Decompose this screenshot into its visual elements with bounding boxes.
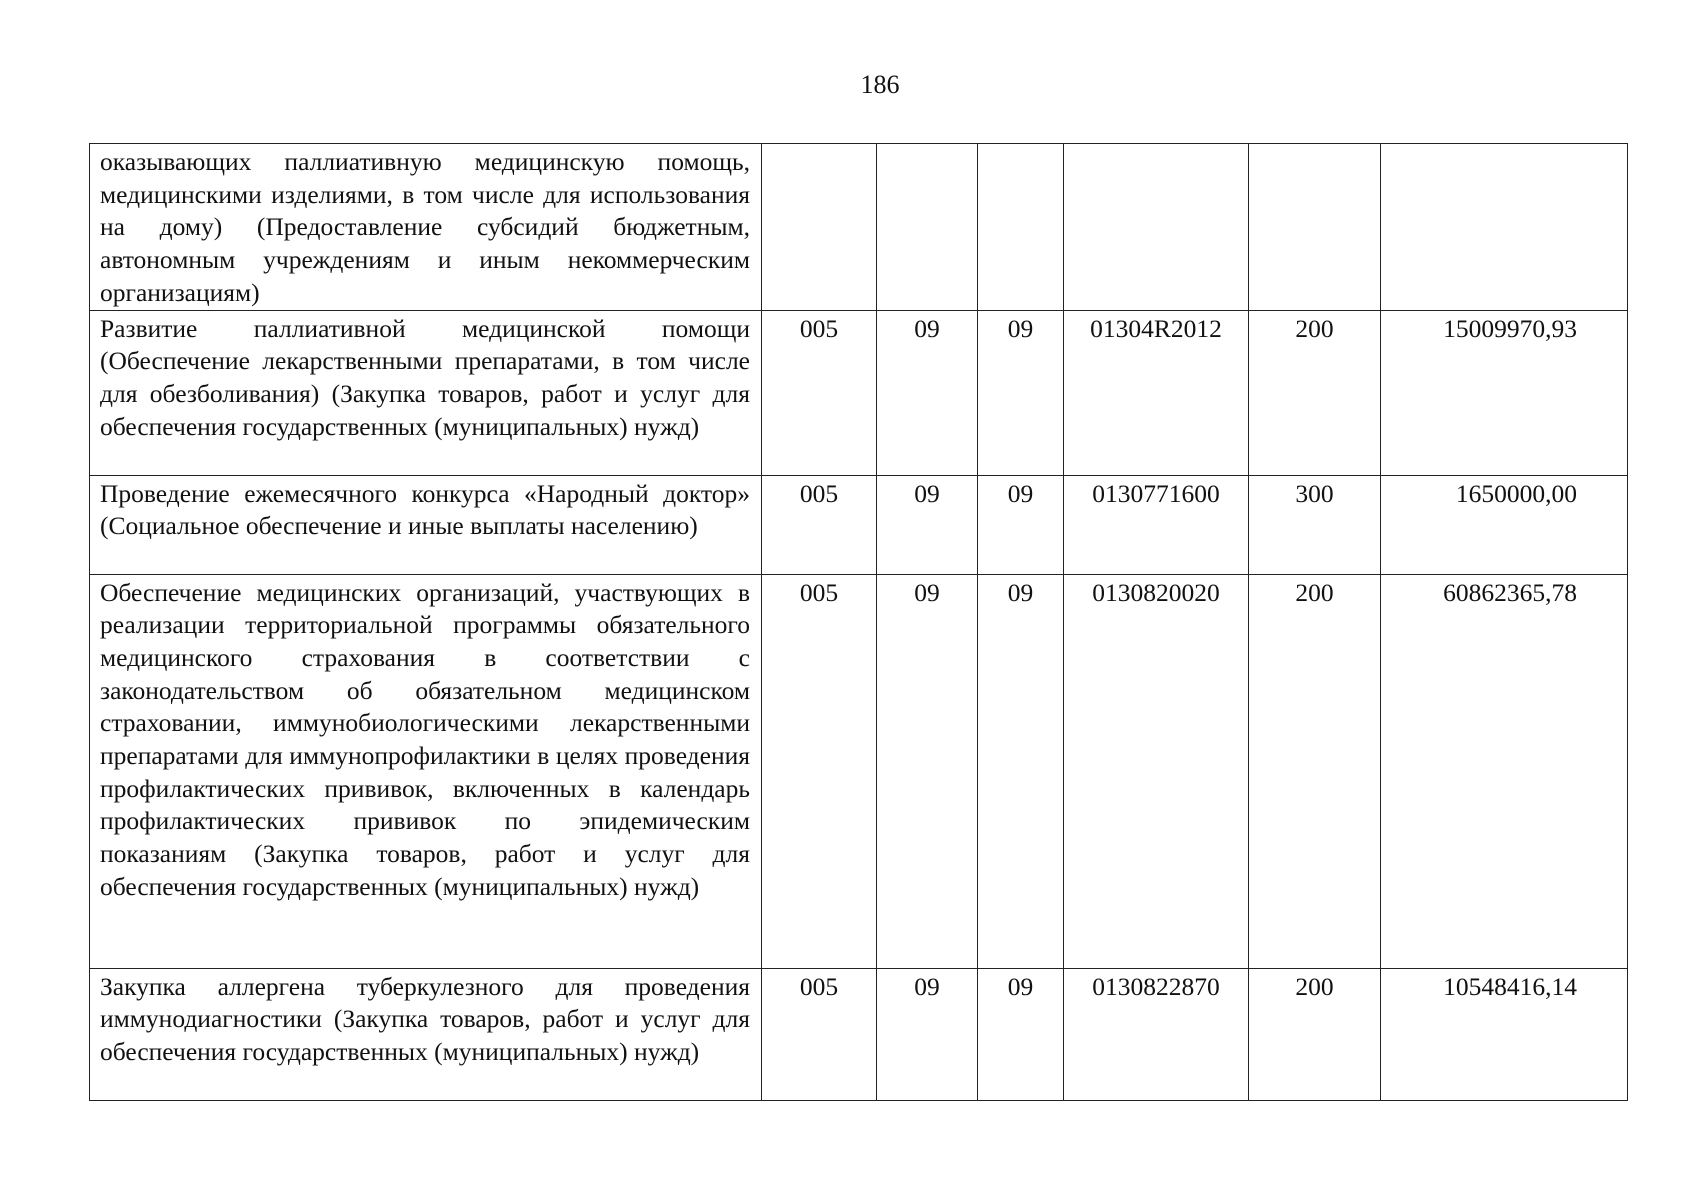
- row-description: оказывающих паллиативную медицинскую помощь, медицинскими изделиями, в том числе для использования на дому) (Предоставление субсидий бюджетным, автономным учреждениям и иным некоммерческим организациям): [90, 144, 762, 311]
- row-admin-code: 005: [762, 574, 877, 968]
- row-admin-code: 005: [762, 968, 877, 1100]
- row-subsection: [978, 144, 1064, 311]
- row-subsection: 09: [978, 310, 1064, 475]
- row-expense-type: 300: [1249, 475, 1381, 574]
- row-description: Обеспечение медицинских организаций, участвующих в реализации территориальной программы обязательного медицинского страхования в соответствии с законодательством об обязательном медицинском страховании, иммунобиологическими лекарственными препаратами для иммунопрофилактики в целях проведения профилактических прививок, включенных в календарь профилактических прививок по эпидемическим показаниям (Закупка товаров, работ и услуг для обеспечения государственных (муниципальных) нужд): [90, 574, 762, 968]
- row-target-article: 01304R2012: [1064, 310, 1249, 475]
- table-row: [90, 144, 1628, 311]
- row-subsection: 09: [978, 475, 1064, 574]
- row-admin-code: 005: [762, 310, 877, 475]
- row-section: 09: [877, 574, 978, 968]
- table-row: [90, 574, 1628, 968]
- table-row: [90, 475, 1628, 574]
- row-description: Развитие паллиативной медицинской помощи (Обеспечение лекарственными препаратами, в том числе для обезболивания) (Закупка товаров, работ и услуг для обеспечения государственных (муниципальных) нужд): [90, 310, 762, 475]
- table-row: [90, 310, 1628, 475]
- page-number: 186: [860, 70, 900, 99]
- row-amount: 1650000,00: [1381, 475, 1628, 574]
- row-description: Проведение ежемесячного конкурса «Народный доктор» (Социальное обеспечение и иные выплаты населению): [90, 475, 762, 574]
- row-expense-type: [1249, 144, 1381, 311]
- row-amount: 15009970,93: [1381, 310, 1628, 475]
- row-target-article: [1064, 144, 1249, 311]
- row-target-article: 0130822870: [1064, 968, 1249, 1100]
- row-expense-type: 200: [1249, 310, 1381, 475]
- row-target-article: 0130820020: [1064, 574, 1249, 968]
- row-section: 09: [877, 310, 978, 475]
- row-target-article: 0130771600: [1064, 475, 1249, 574]
- row-section: 09: [877, 968, 978, 1100]
- row-amount: [1381, 144, 1628, 311]
- row-expense-type: 200: [1249, 574, 1381, 968]
- row-expense-type: 200: [1249, 968, 1381, 1100]
- row-admin-code: 005: [762, 475, 877, 574]
- row-amount: 60862365,78: [1381, 574, 1628, 968]
- row-section: 09: [877, 475, 978, 574]
- row-subsection: 09: [978, 574, 1064, 968]
- row-subsection: 09: [978, 968, 1064, 1100]
- budget-table: [89, 143, 1628, 1101]
- row-amount: 10548416,14: [1381, 968, 1628, 1100]
- row-description: Закупка аллергена туберкулезного для проведения иммунодиагностики (Закупка товаров, работ и услуг для обеспечения государственных (муниципальных) нужд): [90, 968, 762, 1100]
- table-row: [90, 968, 1628, 1100]
- row-section: [877, 144, 978, 311]
- row-admin-code: [762, 144, 877, 311]
